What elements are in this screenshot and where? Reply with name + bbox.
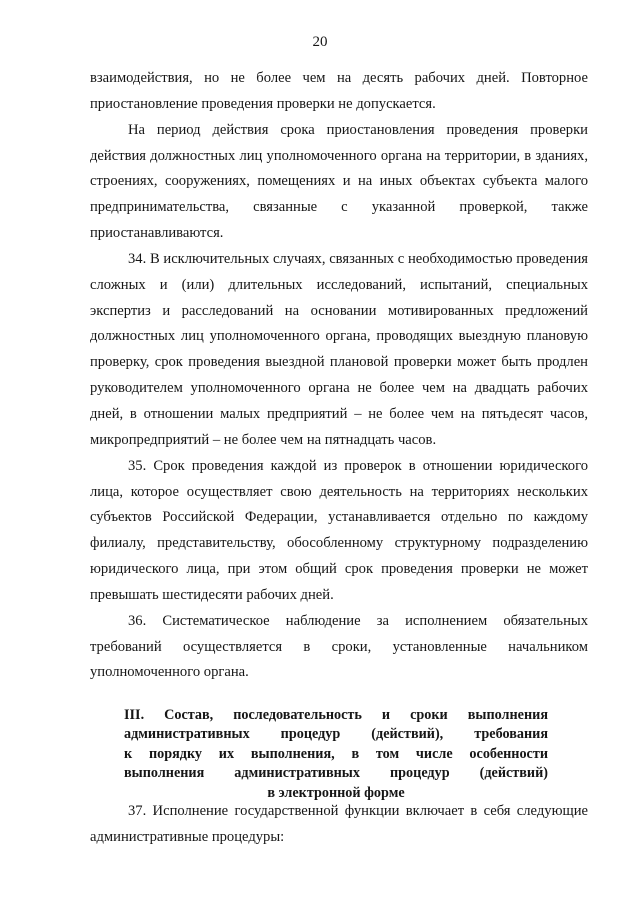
paragraph-suspension-actions: На период действия срока приостановления проведения проверки действия должностных лиц уполномоченного органа на территории, в зданиях, строениях, сооружениях, помещениях и на иных объектах субъекта малого предпринимательства, связанные с указанной проверкой, также приостанавливаются. (90, 121, 588, 242)
paragraph-37: 37. Исполнение государственной функции включает в себя следующие административные процедуры: (90, 803, 588, 845)
section-heading-line: к порядку их выполнения, в том числе особенности (124, 745, 548, 762)
section-heading (124, 706, 548, 803)
section-heading-line: выполнения административных процедур (действий) (124, 765, 548, 782)
paragraph-continuation: взаимодействия, но не более чем на десять рабочих дней. Повторное приостановление проведения проверки не допускается. (90, 70, 588, 112)
paragraph-34: 34. В исключительных случаях, связанных с необходимостью проведения сложных и (или) длительных исследований, испытаний, специальных экспертиз и расследований на основании мотивированных предложений должностных лиц уполномоченного органа, проводящих выездную плановую проверку, срок проведения выездной плановой проверки может быть продлен руководителем уполномоченного органа не более чем на двадцать рабочих дней, в отношении малых предприятий – не более чем на пятьдесят часов, микропредприятий – не более чем на пятнадцать часов. (90, 250, 588, 448)
body-text-lower (90, 799, 588, 851)
body-text-upper (90, 66, 588, 686)
page-number: 20 (312, 34, 328, 50)
paragraph-36: 36. Систематическое наблюдение за исполнением обязательных требований осуществляется в сроки, установленные начальником уполномоченного органа. (90, 612, 588, 681)
section-heading-line: административных процедур (действий), требования (124, 726, 548, 743)
section-heading-line: в электронной форме (267, 784, 405, 801)
section-heading-line: III. Состав, последовательность и сроки выполнения (124, 707, 548, 723)
paragraph-35: 35. Срок проведения каждой из проверок в отношении юридического лица, которое осуществляет свою деятельность на территориях нескольких субъектов Российской Федерации, устанавливается отдельно по каждому филиалу, представительству, обособленному структурному подразделению юридического лица, при этом общий срок проведения проверки не может превышать шестидесяти рабочих дней. (90, 457, 588, 603)
